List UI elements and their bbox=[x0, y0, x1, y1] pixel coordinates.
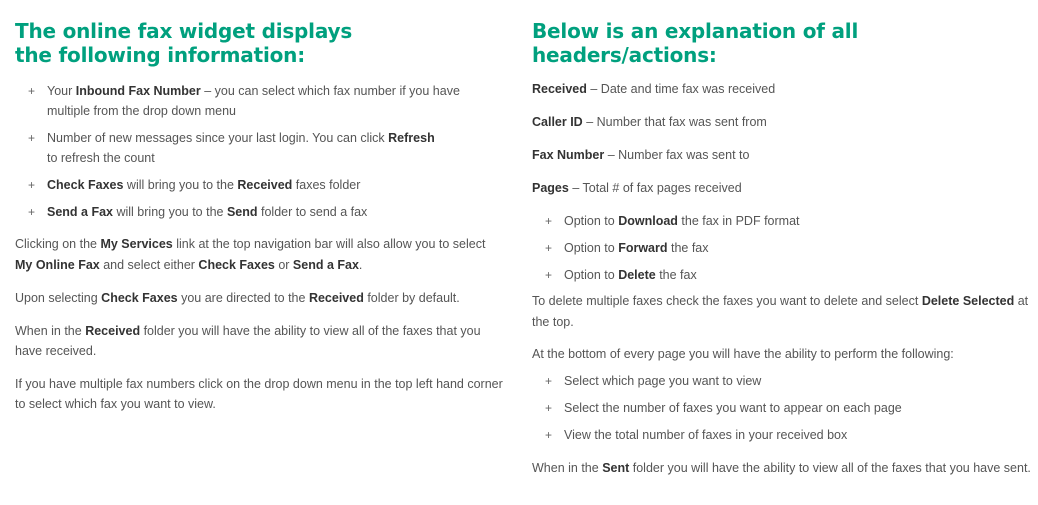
my-services-paragraph bbox=[15, 234, 505, 275]
right-column bbox=[532, 0, 1032, 478]
multiple-fax-numbers-paragraph: If you have multiple fax numbers click on the drop down menu in the top left hand corner to select which fax you want to view. bbox=[15, 376, 503, 411]
para-text: When in the bbox=[532, 460, 603, 475]
para-text: To delete multiple faxes check the faxes you want to delete and select bbox=[532, 294, 922, 308]
bullet-bold: Send bbox=[226, 205, 258, 219]
para-bold: Check Faxes bbox=[101, 291, 178, 305]
bottom-bullet-total bbox=[532, 425, 1032, 445]
def-received bbox=[532, 79, 1032, 99]
bottom-page-intro: At the bottom of every page you will have the ability to perform the following: bbox=[532, 347, 954, 361]
bottom-page-bullets bbox=[532, 371, 1032, 445]
option-text: the fax in PDF format bbox=[677, 214, 800, 228]
para-bold: Send a Fax bbox=[292, 257, 359, 272]
left-heading-line1: The online fax widget displays bbox=[15, 19, 353, 43]
header-definitions bbox=[532, 79, 1032, 198]
plus-icon: + bbox=[28, 205, 36, 219]
bullet-text: will bring you to the bbox=[113, 205, 227, 219]
bullet-inbound-fax-number bbox=[15, 81, 505, 121]
def-term: Caller ID bbox=[532, 115, 583, 129]
para-text: folder you will have the ability to view all of the faxes that you have received. bbox=[15, 323, 481, 358]
received-folder-paragraph bbox=[15, 321, 505, 362]
para-bold: My Services bbox=[100, 237, 173, 251]
plus-icon: + bbox=[545, 427, 553, 442]
def-desc: – Date and time fax was received bbox=[586, 82, 776, 96]
bullet-bold: Check Faxes bbox=[47, 178, 124, 192]
plus-icon: + bbox=[28, 84, 36, 98]
def-desc: – Total # of fax pages received bbox=[568, 181, 742, 195]
para-text: or bbox=[274, 257, 293, 272]
para-bold: Sent bbox=[602, 460, 630, 475]
def-term: Pages bbox=[532, 181, 569, 195]
info-bullet-list bbox=[15, 81, 505, 222]
sent-folder-paragraph bbox=[532, 458, 1032, 479]
def-fax-number bbox=[532, 145, 1032, 165]
para-text: . bbox=[358, 257, 363, 272]
bottom-bullet-text: View the total number of faxes in your received box bbox=[564, 427, 848, 442]
option-text: Option to bbox=[564, 214, 619, 228]
option-forward bbox=[532, 238, 1032, 258]
bullet-text: – you can select which fax number if you have multiple from the drop down menu bbox=[47, 84, 460, 118]
delete-multiple-paragraph bbox=[532, 291, 1032, 332]
left-heading-line2: the following information: bbox=[15, 43, 305, 67]
plus-icon: + bbox=[28, 178, 36, 192]
option-bold: Delete bbox=[618, 268, 656, 282]
option-text: the fax bbox=[655, 268, 697, 282]
option-text: the fax bbox=[667, 241, 709, 255]
para-text: you are directed to the bbox=[177, 291, 309, 305]
def-caller-id bbox=[532, 112, 1032, 132]
def-desc: – Number that fax was sent from bbox=[582, 115, 767, 129]
option-download bbox=[532, 211, 1032, 231]
def-desc: – Number fax was sent to bbox=[604, 148, 750, 162]
para-bold: Received bbox=[308, 291, 364, 305]
bottom-bullet-text: Select which page you want to view bbox=[564, 373, 762, 388]
para-bold: Delete Selected bbox=[921, 294, 1015, 308]
bottom-bullet-count bbox=[532, 398, 1032, 418]
para-text: folder you will have the ability to view all of the faxes that you have sent. bbox=[629, 460, 1031, 475]
bullet-text: will bring you to the bbox=[123, 178, 238, 192]
left-heading bbox=[15, 19, 505, 67]
option-bold: Download bbox=[618, 214, 678, 228]
option-text: Option to bbox=[564, 241, 619, 255]
bullet-check-faxes bbox=[15, 175, 505, 195]
check-faxes-paragraph bbox=[15, 288, 505, 309]
bullet-bold: Received bbox=[237, 178, 293, 192]
para-text: link at the top navigation bar will also allow you to select bbox=[172, 237, 486, 251]
plus-icon: + bbox=[545, 241, 553, 255]
plus-icon: + bbox=[545, 400, 553, 415]
bullet-text: faxes folder bbox=[292, 178, 361, 192]
para-text: Clicking on the bbox=[15, 237, 101, 251]
plus-icon: + bbox=[545, 373, 553, 388]
para-bold: Check Faxes bbox=[198, 257, 275, 272]
para-bold: My Online Fax bbox=[15, 257, 100, 272]
bullet-text: to refresh the count bbox=[47, 151, 155, 165]
plus-icon: + bbox=[28, 131, 36, 145]
bullet-text: Number of new messages since your last login. You can click bbox=[47, 131, 389, 145]
option-bold: Forward bbox=[618, 241, 668, 255]
plus-icon: + bbox=[545, 214, 553, 228]
def-term: Fax Number bbox=[532, 148, 605, 162]
bottom-bullet-page bbox=[532, 371, 1032, 391]
bullet-bold: Send a Fax bbox=[47, 205, 113, 219]
bottom-bullet-text: Select the number of faxes you want to appear on each page bbox=[564, 400, 902, 415]
action-options-list bbox=[532, 211, 1032, 285]
bullet-text: folder to send a fax bbox=[257, 205, 368, 219]
bullet-bold: Refresh bbox=[388, 131, 435, 145]
option-delete bbox=[532, 265, 1032, 285]
def-term: Received bbox=[532, 82, 587, 96]
para-text: When in the bbox=[15, 323, 86, 338]
def-pages bbox=[532, 178, 1032, 198]
para-text: Upon selecting bbox=[15, 291, 102, 305]
bullet-text: Your bbox=[47, 84, 76, 98]
para-bold: Received bbox=[85, 323, 141, 338]
bullet-bold: Inbound Fax Number bbox=[75, 84, 201, 98]
plus-icon: + bbox=[545, 268, 553, 282]
bullet-new-messages bbox=[15, 128, 505, 168]
bullet-send-a-fax bbox=[15, 202, 505, 222]
left-column bbox=[15, 0, 505, 415]
para-text: at the top. bbox=[532, 294, 1029, 329]
para-text: folder by default. bbox=[363, 291, 460, 305]
para-text: and select either bbox=[99, 257, 199, 272]
right-heading: Below is an explanation of all headers/actions: bbox=[532, 19, 859, 67]
option-text: Option to bbox=[564, 268, 619, 282]
